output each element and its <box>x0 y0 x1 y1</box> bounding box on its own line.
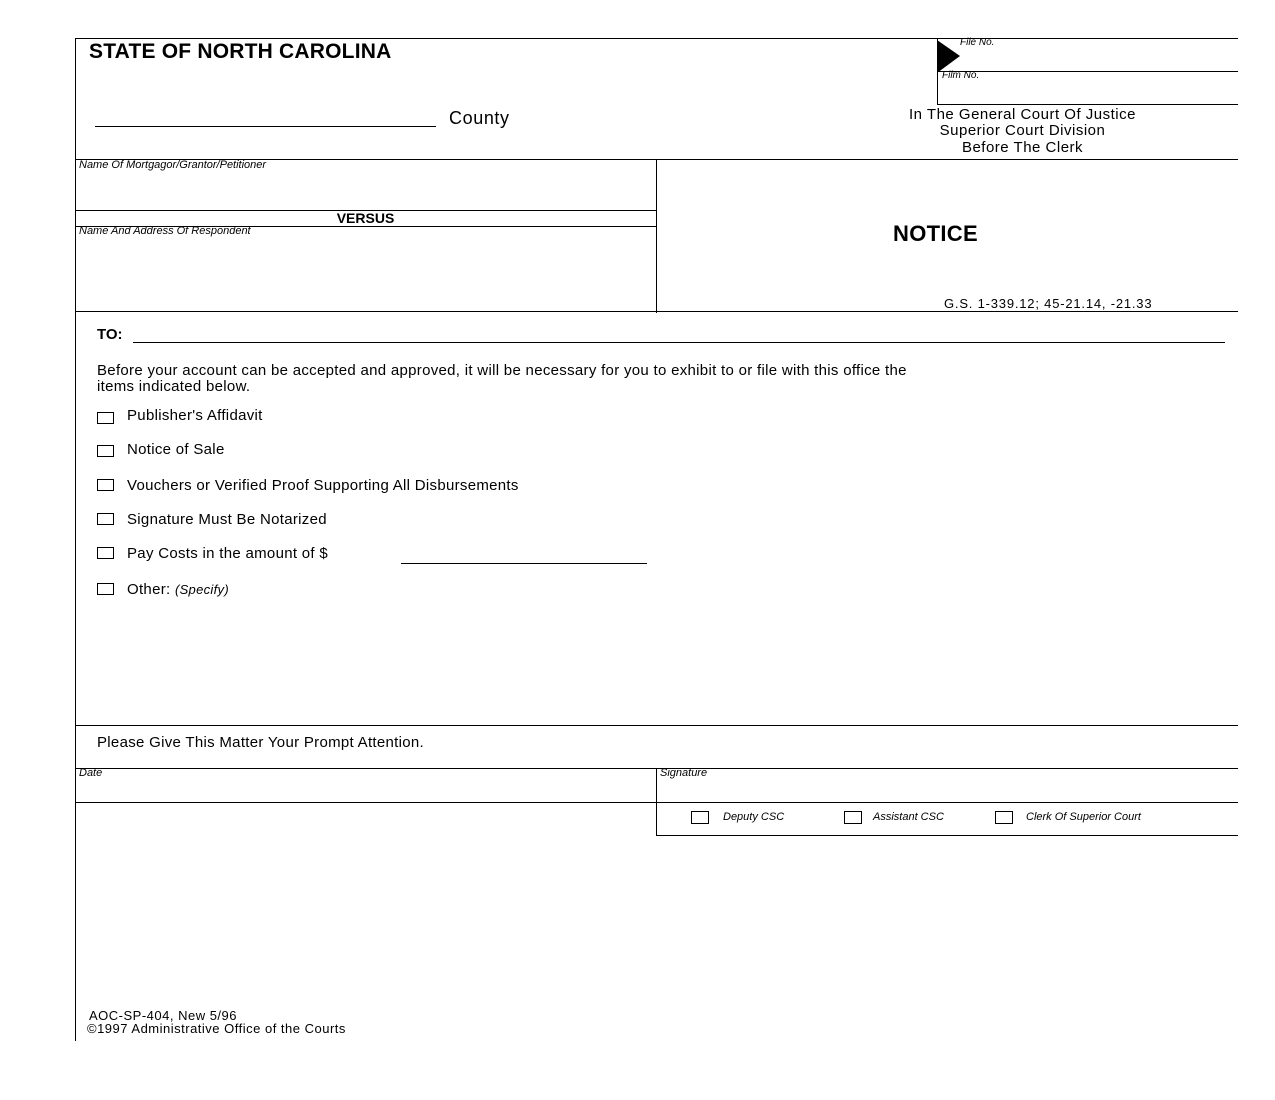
copyright: ©1997 Administrative Office of the Courts <box>87 1021 346 1036</box>
roles-bottom-border <box>656 835 1238 836</box>
respondent-field[interactable] <box>76 240 656 310</box>
arrow-marker-icon <box>937 40 961 74</box>
other-label <box>127 581 229 598</box>
notice-of-sale-label: Notice of Sale <box>127 441 225 458</box>
signature-field[interactable] <box>657 782 1237 801</box>
to-label: TO: <box>97 326 123 343</box>
respondent-label: Name And Address Of Respondent <box>79 225 251 237</box>
publishers-affidavit-label: Publisher's Affidavit <box>127 407 263 424</box>
vouchers-checkbox[interactable] <box>97 479 114 491</box>
state-title: STATE OF NORTH CAROLINA <box>89 40 392 63</box>
pay-costs-amount-field[interactable] <box>401 563 647 564</box>
intro-line-1: Before your account can be accepted and approved, it will be necessary for you to exhibit to or file with this office the <box>97 362 907 379</box>
notice-title: NOTICE <box>893 221 978 246</box>
date-field[interactable] <box>76 782 655 801</box>
file-no-field[interactable] <box>937 71 1238 72</box>
notice-of-sale-checkbox[interactable] <box>97 445 114 457</box>
file-no-label: File No. <box>960 37 995 48</box>
publishers-affidavit-checkbox[interactable] <box>97 412 114 424</box>
intro-line-2: items indicated below. <box>97 378 251 395</box>
signature-line <box>75 802 1238 803</box>
other-checkbox[interactable] <box>97 583 114 595</box>
clerk-superior-court-label: Clerk Of Superior Court <box>1026 811 1141 823</box>
parties-bottom-border <box>75 311 1238 312</box>
deputy-csc-checkbox[interactable] <box>691 811 709 824</box>
signature-label: Signature <box>660 767 708 779</box>
other-specify-field[interactable] <box>97 602 1217 720</box>
statute-reference: G.S. 1-339.12; 45-21.14, -21.33 <box>944 296 1153 311</box>
court-line-1: In The General Court Of Justice <box>909 106 1136 123</box>
petitioner-field[interactable] <box>76 174 656 209</box>
date-label: Date <box>79 767 103 779</box>
notarized-checkbox[interactable] <box>97 513 114 525</box>
deputy-csc-label: Deputy CSC <box>723 811 785 823</box>
parties-divider <box>656 159 657 313</box>
to-field[interactable] <box>133 342 1225 343</box>
court-line-3: Before The Clerk <box>961 139 1084 156</box>
body-bottom-border <box>75 725 1238 726</box>
court-line-2: Superior Court Division <box>939 122 1106 139</box>
clerk-superior-court-checkbox[interactable] <box>995 811 1013 824</box>
assistant-csc-checkbox[interactable] <box>844 811 862 824</box>
pay-costs-label: Pay Costs in the amount of $ <box>127 545 329 562</box>
versus-label: VERSUS <box>336 210 395 226</box>
prompt-text: Please Give This Matter Your Prompt Attention. <box>97 734 425 751</box>
pay-costs-checkbox[interactable] <box>97 547 114 559</box>
county-name-field[interactable] <box>95 126 436 127</box>
form-top-border <box>75 38 1238 39</box>
county-label: County <box>449 108 510 128</box>
assistant-csc-label: Assistant CSC <box>873 811 944 823</box>
film-no-field[interactable] <box>937 104 1238 105</box>
petitioner-label: Name Of Mortgagor/Grantor/Petitioner <box>79 159 267 171</box>
specify-text: (Specify) <box>174 582 229 597</box>
notarized-label: Signature Must Be Notarized <box>127 511 327 528</box>
film-no-label: Film No. <box>942 70 980 81</box>
vouchers-label: Vouchers or Verified Proof Supporting All Disbursements <box>127 477 519 494</box>
form-id: AOC-SP-404, New 5/96 <box>89 1008 238 1023</box>
other-text: Other: <box>127 581 171 598</box>
